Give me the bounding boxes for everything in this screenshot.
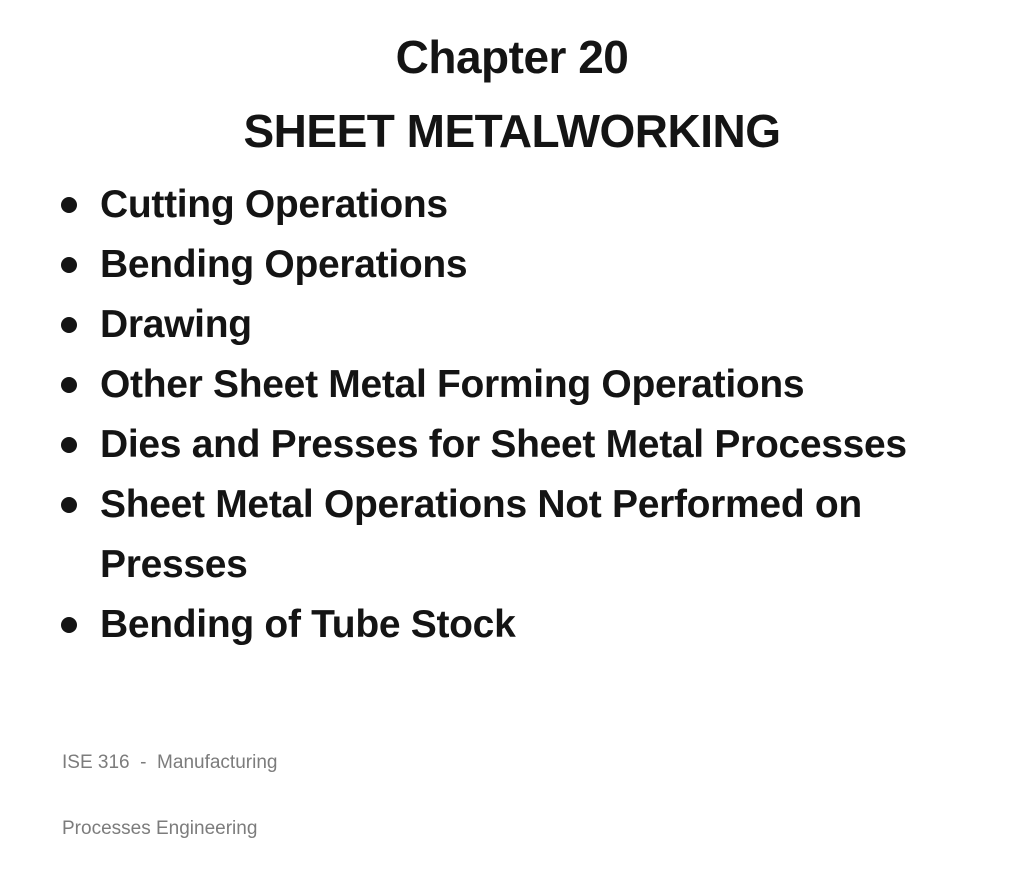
title-line-2: SHEET METALWORKING (243, 105, 781, 157)
bullet-item (100, 415, 940, 475)
slide-title (0, 20, 1024, 168)
bullet-icon (61, 437, 77, 453)
title-line-1: Chapter 20 (395, 31, 629, 83)
bullet-item (100, 595, 940, 655)
bullet-item (100, 235, 940, 295)
footer (62, 708, 277, 884)
bullet-icon (61, 617, 77, 633)
bullet-text: Bending of Tube Stock (100, 603, 516, 646)
bullet-icon (61, 377, 77, 393)
bullet-text: Drawing (100, 303, 252, 346)
bullet-text-wrap: Presses (100, 543, 248, 586)
bullet-list (100, 175, 940, 655)
bullet-icon (61, 197, 77, 213)
bullet-icon (61, 497, 77, 513)
bullet-icon (61, 257, 77, 273)
bullet-text: Cutting Operations (100, 183, 448, 226)
bullet-item (100, 475, 940, 595)
bullet-item (100, 175, 940, 235)
bullet-text: Sheet Metal Operations Not Performed on (100, 483, 862, 526)
bullet-text: Other Sheet Metal Forming Operations (100, 363, 805, 406)
bullet-text: Dies and Presses for Sheet Metal Processes (100, 423, 907, 466)
bullet-icon (61, 317, 77, 333)
bullet-item (100, 355, 940, 415)
footer-line-1: ISE 316 - Manufacturing (62, 752, 278, 773)
bullet-text: Bending Operations (100, 243, 468, 286)
footer-line-2: Processes Engineering (62, 818, 258, 839)
bullet-item (100, 295, 940, 355)
